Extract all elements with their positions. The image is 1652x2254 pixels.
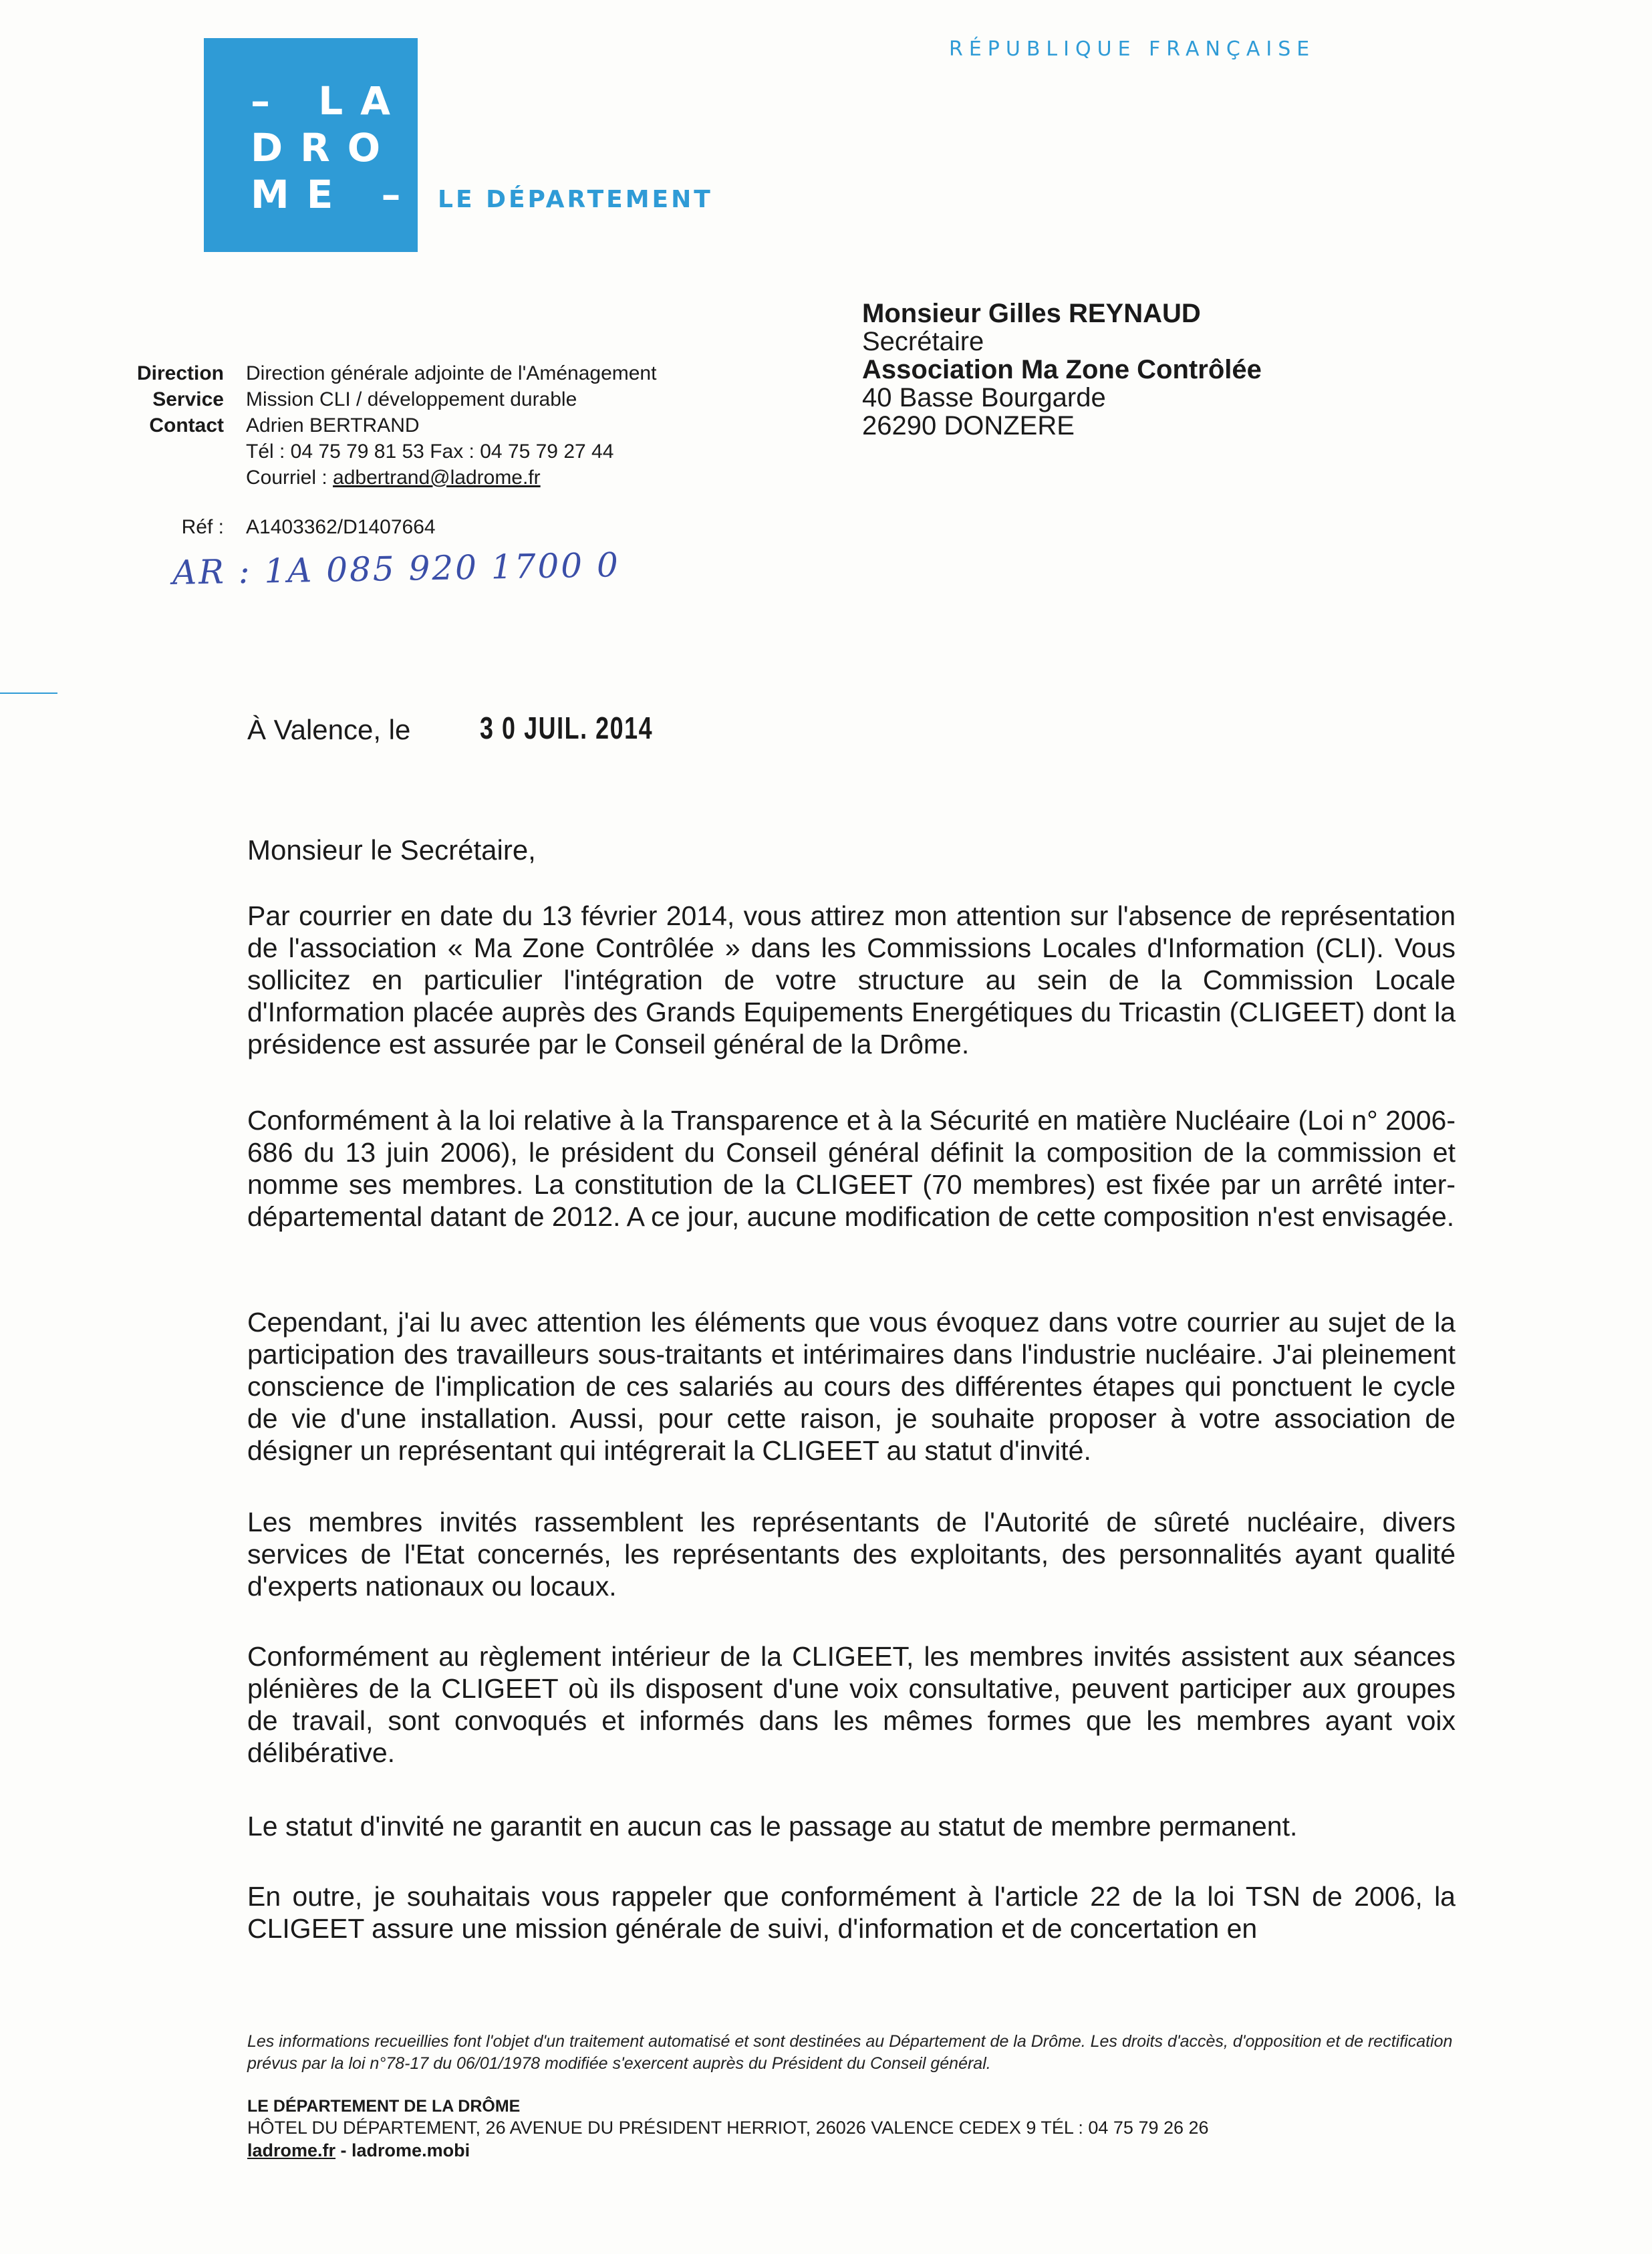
- email-link[interactable]: adbertrand@ladrome.fr: [333, 467, 541, 489]
- logo-subtitle: LE DÉPARTEMENT: [438, 186, 713, 213]
- ref-label: Réf :: [181, 516, 224, 538]
- recipient-address: [862, 299, 1262, 440]
- footer-mobile-site: - ladrome.mobi: [335, 2140, 470, 2160]
- logo-line-3: ME –: [251, 172, 418, 217]
- email-line: [246, 467, 541, 489]
- paragraph-1: Par courrier en date du 13 février 2014, vous attirez mon attention sur l'absence de représentation de l'association « Ma Zone Contrôlée » dans les Commissions Locales d'Information (CLI). Vous sollicitez en particulier l'intégration de votre structure au sein de la Commission Locale d'Information placée auprès des Grands Equipements Energétiques du Tricastin (CLIGEET) dont la présidence est assurée par le Conseil général de la Drôme.: [247, 900, 1456, 1059]
- phone-fax: Tél : 04 75 79 81 53 Fax : 04 75 79 27 44: [246, 441, 614, 463]
- ref-value: A1403362/D1407664: [246, 516, 436, 538]
- logo-line-1: – LA: [251, 78, 408, 124]
- email-prefix: Courriel :: [246, 467, 333, 489]
- footer-department: LE DÉPARTEMENT DE LA DRÔME: [247, 2097, 521, 2116]
- paragraph-3: Cependant, j'ai lu avec attention les éléments que vous évoquez dans votre courrier au sujet de la participation des travailleurs sous-traitants et intérimaires dans l'industrie nucléaire. J'ai pleinement conscience de l'implication de ces salariés au cours des différentes étapes qui ponctuent le cycle de vie d'une installation. Aussi, pour cette raison, je souhaite proposer à votre association de désigner un représentant qui intégrerait la CLIGEET au statut d'invité.: [247, 1307, 1456, 1466]
- recipient-org: Association Ma Zone Contrôlée: [862, 355, 1262, 384]
- footer-web: [247, 2140, 470, 2161]
- footer-address: HÔTEL DU DÉPARTEMENT, 26 AVENUE DU PRÉSIDENT HERRIOT, 26026 VALENCE CEDEX 9 TÉL : 04 75 79 26 26: [247, 2118, 1209, 2138]
- fold-mark: [0, 693, 57, 694]
- republic-header: RÉPUBLIQUE FRANÇAISE: [949, 37, 1316, 61]
- recipient-name: Monsieur Gilles REYNAUD: [862, 299, 1201, 328]
- paragraph-5: Conformément au règlement intérieur de la CLIGEET, les membres invités assistent aux séances plénières de la CLIGEET où ils disposent d'une voix consultative, peuvent participer aux groupes de travail, sont convoqués et informés dans les mêmes formes que les membres ayant voix délibérative.: [247, 1641, 1456, 1768]
- paragraph-7: En outre, je souhaitais vous rappeler que conformément à l'article 22 de la loi TSN de 2006, la CLIGEET assure une mission générale de suivi, d'information et de concertation en: [247, 1881, 1456, 1944]
- recipient-role: Secrétaire: [862, 327, 984, 356]
- recipient-city: 26290 DONZERE: [862, 411, 1075, 441]
- footer-website-link[interactable]: ladrome.fr: [247, 2140, 336, 2160]
- paragraph-2: Conformément à la loi relative à la Transparence et à la Sécurité en matière Nucléaire (Loi n° 2006-686 du 13 juin 2006), le président du Conseil général définit la composition de la commission et nomme ses membres. La constitution de la CLIGEET (70 membres) est fixée par un arrêté inter-départemental datant de 2012. A ce jour, aucune modification de cette composition n'est envisagée.: [247, 1105, 1456, 1232]
- service-label: Service: [152, 388, 224, 410]
- paragraph-4: Les membres invités rassemblent les représentants de l'Autorité de sûreté nucléaire, divers services de l'Etat concernés, les représentants des exploitants, des personnalités ayant qualité d'experts nationaux ou locaux.: [247, 1507, 1456, 1602]
- department-logo: [204, 38, 418, 252]
- direction-label: Direction: [136, 362, 224, 384]
- handwritten-ar-number: AR : 1A 085 920 1700 0: [172, 545, 621, 592]
- footer-legal-notice: Les informations recueillies font l'objet d'un traitement automatisé et sont destinées au Département de la Drôme. Les droits d'accès, d'opposition et de rectification prévus par la loi n°78-17 du 06/01/1978 modifiée s'exercent auprès du Président du Conseil général.: [247, 2032, 1453, 2073]
- place-date-label: À Valence, le: [247, 714, 411, 745]
- contact-label: Contact: [149, 414, 224, 436]
- recipient-street: 40 Basse Bourgarde: [862, 383, 1106, 412]
- paragraph-6: Le statut d'invité ne garantit en aucun cas le passage au statut de membre permanent.: [247, 1811, 1298, 1842]
- contact-value: Adrien BERTRAND: [246, 414, 420, 436]
- date-stamp: 3 0 JUIL. 2014: [480, 711, 654, 745]
- salutation: Monsieur le Secrétaire,: [247, 834, 536, 866]
- logo-line-2: DRO: [251, 125, 398, 170]
- direction-value: Direction générale adjointe de l'Aménagement: [246, 362, 657, 384]
- service-value: Mission CLI / développement durable: [246, 388, 577, 410]
